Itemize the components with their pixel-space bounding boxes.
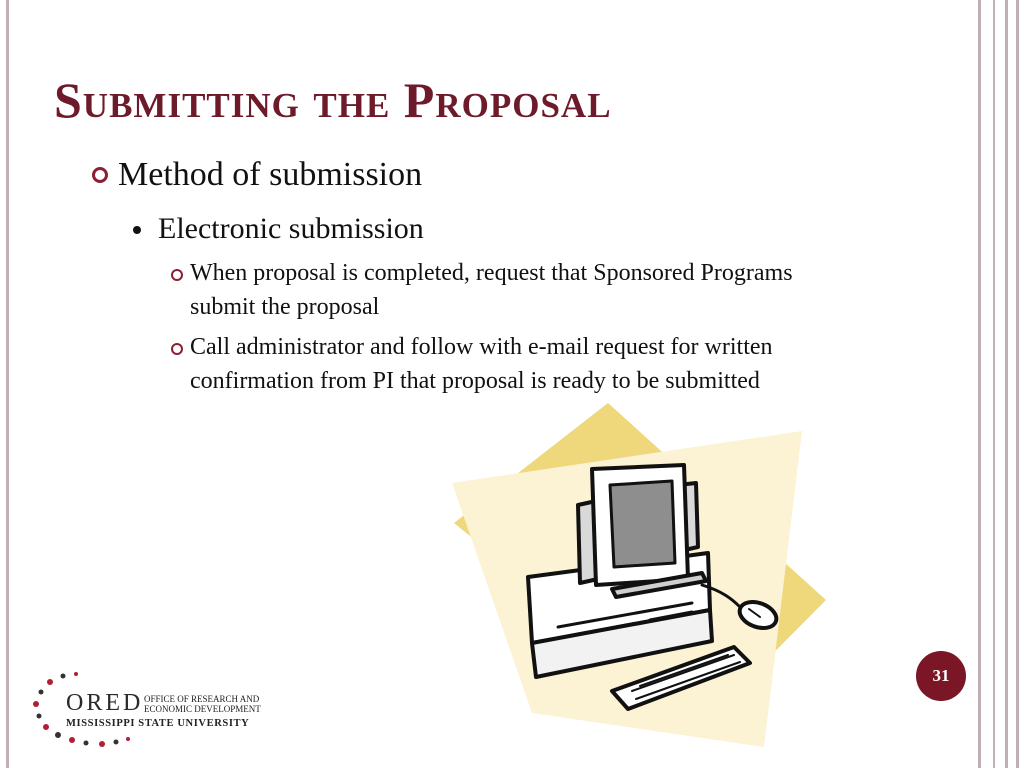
left-border-rule	[6, 0, 9, 768]
right-border-rule-2	[993, 0, 995, 768]
bullet-level3-item: When proposal is completed, request that Sponsored Programs submit the proposal	[190, 260, 793, 320]
dot-bullet-icon	[133, 226, 141, 234]
logo-university: MISSISSIPPI STATE UNIVERSITY	[66, 718, 250, 729]
right-border-rule-4	[1016, 0, 1019, 768]
ring-bullet-icon	[171, 269, 183, 281]
logo-office-line2: ECONOMIC DEVELOPMENT	[144, 704, 261, 714]
logo-office-line1: OFFICE OF RESEARCH AND	[144, 694, 260, 704]
right-border-rule-1	[978, 0, 981, 768]
bullet-level3-item: Call administrator and follow with e-mail request for written confirmation from PI that proposal is ready to be submitted	[190, 334, 773, 394]
computer-clipart-icon	[440, 395, 840, 755]
bullet-level1: Method of submission	[118, 156, 423, 193]
ored-logo	[30, 668, 260, 750]
ring-bullet-icon	[171, 343, 183, 355]
right-border-rule-3	[1005, 0, 1008, 768]
ring-bullet-icon	[92, 167, 108, 183]
bullet-level2: Electronic submission	[158, 212, 424, 245]
logo-acronym: ORED	[66, 690, 144, 716]
slide-title: Submitting the Proposal	[54, 72, 612, 128]
page-number-badge: 31	[916, 651, 966, 701]
